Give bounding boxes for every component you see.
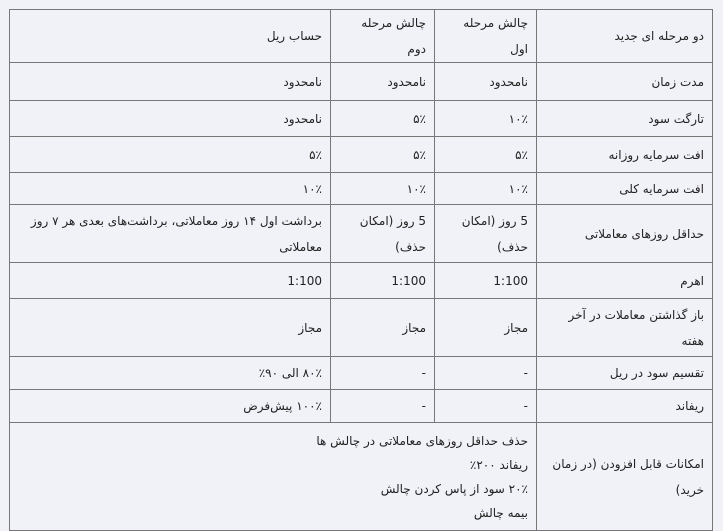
table-cell: مجاز: [10, 299, 331, 357]
table-header-row: [10, 10, 713, 63]
table-container: [9, 9, 713, 531]
table-cell: نامحدود: [10, 63, 331, 101]
addons-label: امکانات قابل افزودن (در زمان خرید): [537, 423, 713, 531]
list-item: بیمه چالش: [473, 505, 528, 520]
challenge-comparison-table: [9, 9, 713, 531]
header-cell-phase1: چالش مرحله اول: [435, 10, 537, 63]
table-cell: 1:100: [331, 263, 435, 299]
addons-row: [10, 423, 713, 531]
list-item: ۲۰٪ سود از پاس کردن چالش: [380, 481, 528, 496]
row-label: حداقل روزهای معاملاتی: [537, 205, 713, 263]
table-row: [10, 299, 713, 357]
row-label: افت سرمایه کلی: [537, 173, 713, 205]
addons-list: [10, 423, 537, 531]
table-row: [10, 205, 713, 263]
table-cell: ۵٪: [10, 137, 331, 173]
list-item: ریفاند ۲۰۰٪: [469, 457, 528, 472]
row-label: تقسیم سود در ریل: [537, 357, 713, 390]
header-cell-real: حساب ریل: [10, 10, 331, 63]
row-label: تارگت سود: [537, 101, 713, 137]
row-label: اهرم: [537, 263, 713, 299]
table-cell: 5 روز (امکان حذف): [331, 205, 435, 263]
table-cell: 5 روز (امکان حذف): [435, 205, 537, 263]
table-row: [10, 173, 713, 205]
list-item: حذف حداقل روزهای معاملاتی در چالش ها: [316, 433, 528, 448]
table-row: [10, 63, 713, 101]
table-cell: ۵٪: [435, 137, 537, 173]
table-row: [10, 137, 713, 173]
table-cell: 1:100: [435, 263, 537, 299]
row-label: باز گذاشتن معاملات در آخر هفته: [537, 299, 713, 357]
table-cell: ۱۰٪: [435, 173, 537, 205]
row-label: مدت زمان: [537, 63, 713, 101]
table-cell: ۱۰٪: [331, 173, 435, 205]
table-cell: نامحدود: [331, 63, 435, 101]
header-cell-program: دو مرحله ای جدید: [537, 10, 713, 63]
row-label: افت سرمایه روزانه: [537, 137, 713, 173]
table-cell: نامحدود: [435, 63, 537, 101]
table-row: [10, 357, 713, 390]
table-cell: ۱۰۰٪ پیش‌فرض: [10, 390, 331, 423]
table-cell: مجاز: [435, 299, 537, 357]
table-cell: -: [331, 390, 435, 423]
table-row: [10, 101, 713, 137]
table-cell: 1:100: [10, 263, 331, 299]
table-cell: ۸۰٪ الی ۹۰٪: [10, 357, 331, 390]
table-cell: -: [331, 357, 435, 390]
table-cell: ۵٪: [331, 137, 435, 173]
table-cell: ۵٪: [331, 101, 435, 137]
row-label: ریفاند: [537, 390, 713, 423]
table-row: [10, 263, 713, 299]
table-cell: -: [435, 390, 537, 423]
table-cell: -: [435, 357, 537, 390]
table-cell: برداشت اول ۱۴ روز معاملاتی، برداشت‌های بعدی هر ۷ روز معاملاتی: [10, 205, 331, 263]
table-cell: نامحدود: [10, 101, 331, 137]
table-cell: ۱۰٪: [435, 101, 537, 137]
table-cell: مجاز: [331, 299, 435, 357]
table-cell: ۱۰٪: [10, 173, 331, 205]
header-cell-phase2: چالش مرحله دوم: [331, 10, 435, 63]
table-row: [10, 390, 713, 423]
